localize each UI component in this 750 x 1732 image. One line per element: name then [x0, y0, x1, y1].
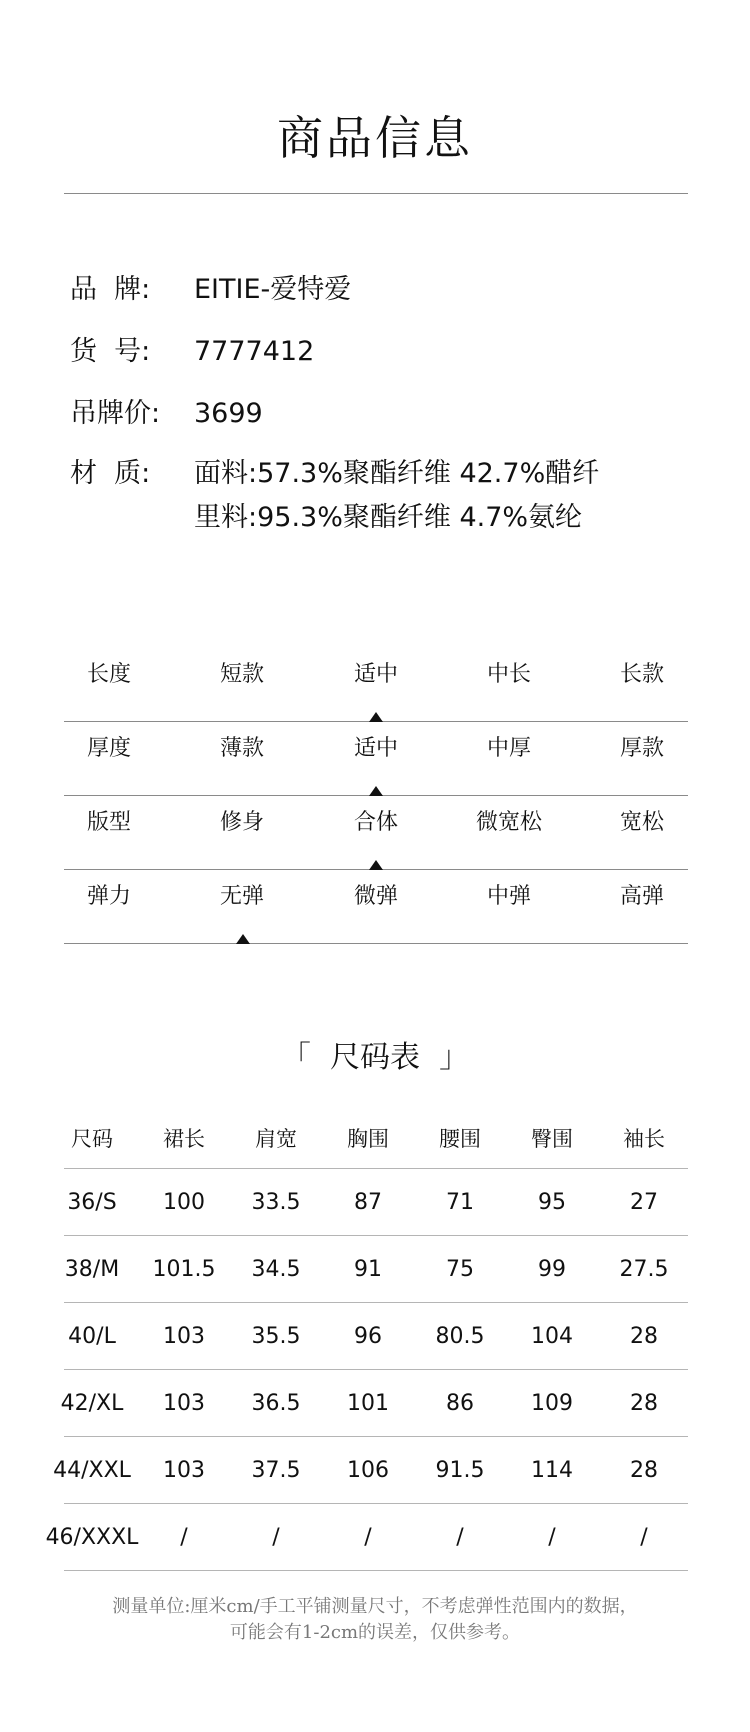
attribute-option: 适中: [353, 736, 398, 761]
attribute-table: [64, 648, 688, 944]
table-cell: 35.5: [251, 1323, 301, 1349]
table-cell: 103: [163, 1323, 205, 1349]
info-label: 材 质:: [70, 458, 151, 489]
table-row: [64, 1236, 688, 1303]
selected-marker-icon: [369, 786, 383, 796]
table-cell: 33.5: [251, 1189, 301, 1215]
attribute-option: 厚款: [619, 736, 664, 761]
selected-marker-icon: [369, 860, 383, 870]
attribute-option: 合体: [353, 810, 398, 835]
table-cell: /: [548, 1524, 556, 1550]
table-cell: 38/M: [64, 1256, 120, 1282]
info-label: 品 牌:: [70, 274, 151, 305]
size-chart-table: [45, 1108, 688, 1571]
attribute-name: 弹力: [86, 884, 131, 909]
table-cell: 106: [347, 1457, 389, 1483]
column-header: 肩宽: [255, 1127, 297, 1151]
table-cell: 95: [538, 1189, 566, 1215]
table-cell: 103: [163, 1390, 205, 1416]
attribute-option: 修身: [219, 810, 264, 835]
attribute-option: 长款: [619, 662, 664, 687]
table-cell: 44/XXL: [53, 1457, 131, 1483]
attribute-option: 适中: [353, 662, 398, 687]
table-cell: 91: [354, 1256, 382, 1282]
attribute-option: 中长: [486, 662, 531, 687]
table-cell: 40/L: [68, 1323, 116, 1349]
attribute-name: 长度: [86, 662, 131, 687]
attribute-row-length: [64, 648, 688, 722]
table-cell: 87: [354, 1189, 382, 1215]
table-cell: 86: [446, 1390, 474, 1416]
size-chart-title: 「 尺码表 」: [280, 1040, 470, 1075]
table-cell: 34.5: [251, 1256, 301, 1282]
attribute-option: 宽松: [619, 810, 664, 835]
attribute-option: 无弹: [219, 884, 264, 909]
table-row: [60, 1370, 688, 1437]
table-cell: 42/XL: [60, 1390, 124, 1416]
table-cell: 28: [630, 1457, 658, 1483]
info-value: 7777412: [194, 336, 315, 367]
selected-marker-icon: [236, 934, 250, 944]
table-cell: 109: [531, 1390, 573, 1416]
info-value: 里料:95.3%聚酯纤维 4.7%氨纶: [194, 502, 583, 533]
info-label: 吊牌价:: [70, 398, 161, 429]
table-cell: /: [640, 1524, 648, 1550]
measurement-note-line: 可能会有1-2cm的误差，仅供参考。: [229, 1622, 521, 1643]
table-cell: 71: [446, 1189, 474, 1215]
table-cell: 101.5: [152, 1256, 216, 1282]
attribute-option: 薄款: [219, 736, 264, 761]
attribute-row-elasticity: [64, 870, 688, 944]
attribute-option: 微弹: [353, 884, 398, 909]
table-cell: 28: [630, 1390, 658, 1416]
table-cell: 96: [354, 1323, 382, 1349]
table-cell: /: [364, 1524, 372, 1550]
attribute-option: 短款: [219, 662, 264, 687]
column-header: 腰围: [439, 1127, 481, 1151]
table-cell: 101: [347, 1390, 389, 1416]
table-cell: 36/S: [67, 1189, 117, 1215]
table-cell: 28: [630, 1323, 658, 1349]
info-value: 面料:57.3%聚酯纤维 42.7%醋纤: [194, 458, 600, 489]
column-header: 胸围: [347, 1127, 389, 1151]
info-value: EITIE-爱特爱: [194, 274, 352, 305]
column-header: 尺码: [71, 1127, 113, 1151]
attribute-name: 版型: [86, 810, 131, 835]
attribute-option: 中弹: [486, 884, 531, 909]
info-value: 3699: [194, 398, 263, 429]
table-row: [53, 1437, 688, 1504]
table-cell: 36.5: [251, 1390, 301, 1416]
table-cell: 80.5: [435, 1323, 485, 1349]
table-cell: /: [180, 1524, 188, 1550]
selected-marker-icon: [369, 712, 383, 722]
table-cell: 91.5: [435, 1457, 485, 1483]
table-cell: 75: [446, 1256, 474, 1282]
attribute-option: 微宽松: [475, 810, 542, 835]
table-cell: /: [456, 1524, 464, 1550]
info-label: 货 号:: [70, 336, 151, 367]
table-cell: 114: [531, 1457, 573, 1483]
table-cell: 27.5: [619, 1256, 669, 1282]
column-header: 臀围: [531, 1127, 573, 1151]
table-cell: /: [272, 1524, 280, 1550]
table-cell: 99: [538, 1256, 566, 1282]
column-header: 裙长: [163, 1127, 205, 1151]
measurement-note: [0, 1594, 750, 1646]
attribute-name: 厚度: [86, 736, 131, 761]
title-divider: [64, 193, 688, 194]
table-row: [64, 1303, 688, 1370]
table-cell: 27: [630, 1189, 658, 1215]
table-cell: 100: [163, 1189, 205, 1215]
attribute-row-fit: [64, 796, 688, 870]
attribute-option: 高弹: [619, 884, 664, 909]
table-cell: 104: [531, 1323, 573, 1349]
table-cell: 46/XXXL: [45, 1524, 139, 1550]
table-row: [45, 1504, 688, 1571]
column-header: 袖长: [623, 1127, 665, 1151]
table-row: [64, 1169, 688, 1236]
table-cell: 37.5: [251, 1457, 301, 1483]
attribute-row-thickness: [64, 722, 688, 796]
measurement-note-line: 测量单位:厘米cm/手工平铺测量尺寸，不考虑弹性范围内的数据，: [112, 1596, 638, 1617]
page-title: 商品信息: [277, 111, 473, 165]
size-chart-header-row: [64, 1108, 688, 1169]
table-cell: 103: [163, 1457, 205, 1483]
attribute-option: 中厚: [486, 736, 531, 761]
